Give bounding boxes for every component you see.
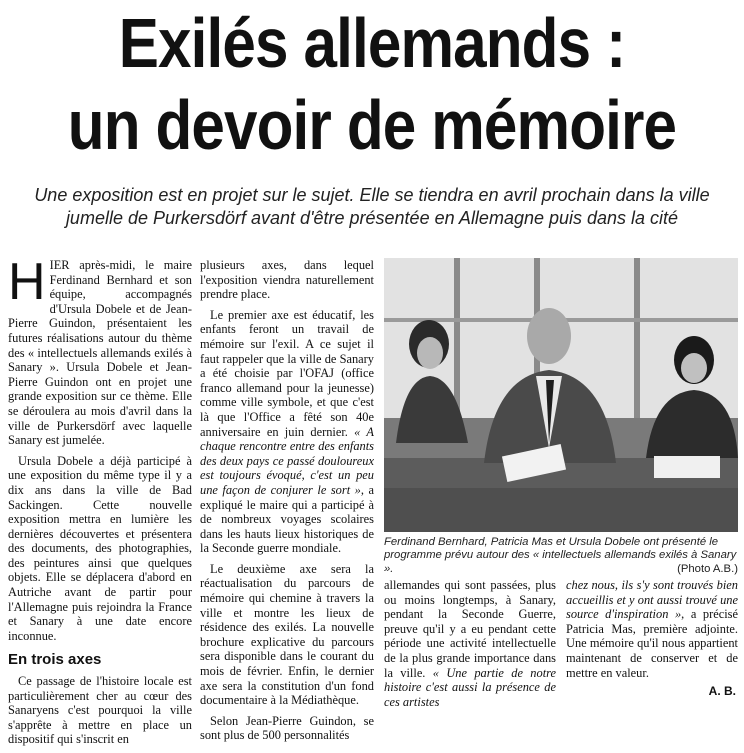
headline-line-1: Exilés allemands : [118, 4, 626, 82]
standfirst [20, 184, 724, 230]
standfirst-line-2: jumelle de Purkersdörf avant d'être présentée en Allemagne puis dans la cité [65, 208, 679, 228]
paragraph-text: IER après-midi, le maire Ferdinand Bernhard et son équipe, accompagnés d'Ursula Dobele et de Jean-Pierre Guindon, présentaient les futures réalisations autour du thème des « intellectuels allemands exilés à Sanary ». Ursula Dobele et Jean-Pierre Guindon ont en projet une grande exposition sur ce thème. Elle se déroulera au mois d'avril dans la ville de Purkersdörf avec laquelle Sanary est jumelée. [8, 258, 192, 448]
quote: chez nous, ils s'y sont trouvés bien accueillis et y ont aussi trouvé une source d'inspiration » [566, 578, 738, 622]
press-photo [384, 258, 738, 532]
paragraph [8, 253, 192, 448]
paragraph: Ce passage de l'histoire locale est particulièrement cher au cœur des Sanaryens c'est pourquoi la ville s'apprête à mettre en place un dispositif qui s'inscrit en [8, 674, 192, 747]
quote: « A chaque rencontre entre des enfants des deux pays ce passé douloureux est toujours évoqué, c'est un peu une façon de conjurer le sort » [200, 424, 374, 497]
photo-illustration [384, 258, 738, 532]
paragraph: Le deuxième axe sera la réactualisation du parcours de mémoire qui chemine à travers la ville et montre les lieux de résidence des exilés. La nouvelle brochure explicative du parcours sera disponible dans le courant du mois de février. Enfin, le dernier axe sera la constitution d'un fond documentaire à la Médiathèque. [200, 561, 374, 708]
photo-caption [384, 536, 738, 576]
paragraph-text: , a expliqué le maire qui a participé à de nombreux voyages scolaires dans les hauts lieux historiques de la Seconde guerre mondiale. [200, 482, 374, 556]
paragraph: plusieurs axes, dans lequel l'exposition viendra naturellement prendre place. [200, 258, 374, 302]
article-column-1 [8, 253, 192, 753]
paragraph [200, 308, 374, 556]
article-column-2 [200, 258, 374, 749]
paragraph-text: Le premier axe est éducatif, les enfants feront un travail de mémoire sur l'exil. A ce sujet il faut rappeler que la ville de Sanary a été choisie par l'OFAJ (office franco allemand pour la jeunesse) comme ville symbole, et que c'est là que l'Office a fêté son 40e anniversaire en juin dernier. [200, 307, 374, 439]
photo-credit: (Photo A.B.) [677, 562, 738, 575]
author-signature: A. B. [708, 684, 736, 698]
paragraph-text: , a précisé Patricia Mas, première adjointe. Une mémoire qu'il nous appartient maintenant de conserver et de mettre en valeur. [566, 607, 738, 680]
caption-text: Ferdinand Bernhard, Patricia Mas et Ursula Dobele ont présenté le programme prévu autour des « intellectuels allemands exilés à Sanary ». [384, 536, 737, 575]
article-column-3 [384, 578, 556, 715]
standfirst-line-1: Une exposition est en projet sur le sujet. Elle se tiendra en avril prochain dans la ville [34, 185, 710, 205]
paragraph: Selon Jean-Pierre Guindon, se sont plus de 500 personnalités [200, 713, 374, 743]
headline-line-2: un devoir de mémoire [67, 86, 677, 164]
paragraph [384, 578, 556, 709]
section-subheading: En trois axes [8, 651, 102, 669]
quote: « Une partie de notre histoire c'est aussi la présence de ces artistes [384, 665, 556, 709]
paragraph: Ursula Dobele a déjà participé à une exposition du même type il y a dix ans dans la ville de Bad Sackingen. Cette nouvelle exposition mettra en lumière les dernières découvertes et présentera des documents, des photographies, des peintures ainsi que quelques objets. Elle se déplacera d'abord en Autriche avant de partir pour l'Allemagne puis rejoindra la France et Sanary à une date encore inconnue. [8, 453, 192, 643]
drop-cap: H [8, 253, 46, 311]
article-column-4 [566, 578, 738, 686]
paragraph [566, 578, 738, 680]
paragraph-text: allemandes qui sont passées, plus ou moins longtemps, à Sanary, pendant la Seconde Guerre, preuve qu'il y a eu pendant cette période une activité intellectuelle de la plus grande importance dans la ville. [384, 578, 556, 680]
